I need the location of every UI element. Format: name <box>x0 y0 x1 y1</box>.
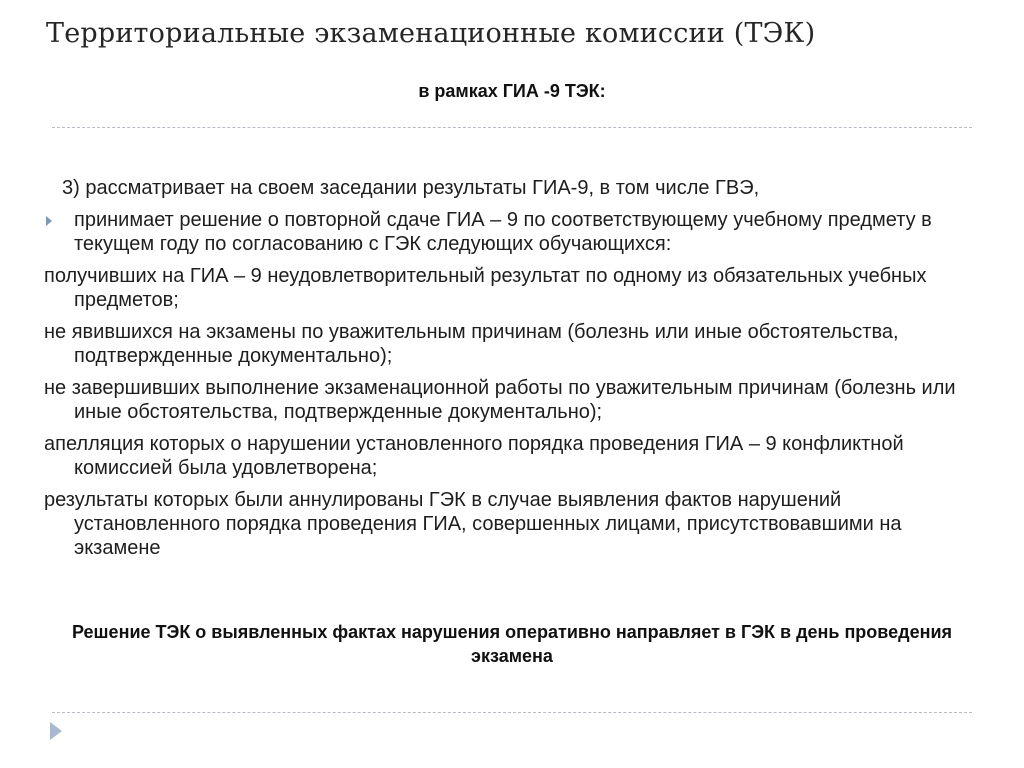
slide-title: Территориальные экзаменационные комиссии (ТЭК) <box>46 18 816 49</box>
list-item: не завершивших выполнение экзаменационной работы по уважительным причинам (болезнь или иные обстоятельства, подтвержденные документально); <box>44 377 956 423</box>
bullet-text: принимает решение о повторной сдаче ГИА – 9 по соответствующему учебному предмету в текущем году по согласованию с ГЭК следующих обучающихся: <box>74 209 932 255</box>
conclusion-text: Решение ТЭК о выявленных фактах нарушения оперативно направляет в ГЭК в день проведения экзамена <box>71 622 953 666</box>
list-item: не явившихся на экзамены по уважительным причинам (болезнь или иные обстоятельства, подтвержденные документально); <box>44 321 899 367</box>
list-item: результаты которых были аннулированы ГЭК в случае выявления фактов нарушений установленного порядка проведения ГИА, совершенных лицами, присутствовавшими на экзамене <box>44 489 902 559</box>
slide-subtitle: в рамках ГИА -9 ТЭК: <box>418 81 606 101</box>
next-arrow-icon <box>50 722 62 740</box>
intro-paragraph: 3) рассматривает на своем заседании результаты ГИА-9, в том числе ГВЭ, <box>62 177 760 199</box>
bottom-divider <box>52 712 972 713</box>
list-item: получивших на ГИА – 9 неудовлетворительный результат по одному из обязательных учебных предметов; <box>44 265 927 311</box>
slide-body <box>44 176 984 568</box>
bullet-paragraph <box>74 208 984 256</box>
list-item: апелляция которых о нарушении установленного порядка проведения ГИА – 9 конфликтной комиссией была удовлетворена; <box>44 433 904 479</box>
triangle-right-icon <box>46 216 52 226</box>
top-divider <box>52 127 972 128</box>
